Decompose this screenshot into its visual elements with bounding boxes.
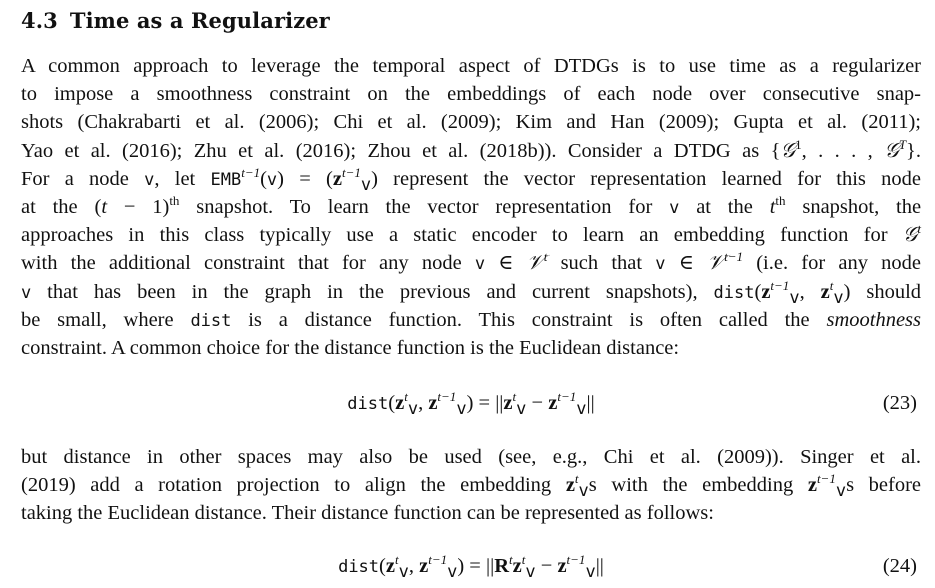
section-heading — [21, 8, 330, 33]
p1-line-8: with the additional constraint that for any node v ∈ 𝒱$^t$ such that v ∈ 𝒱$^{t-1}$ (i.e. for any node — [21, 249, 921, 275]
math-emb: $EMB^{t-1}(v) = (z^{t-1}_v)$ — [210, 164, 378, 195]
p2-line-3: taking the Euclidean distance. Their distance function can be represented as follows: — [21, 502, 714, 525]
equation-24-number: (24) — [882, 555, 917, 577]
paragraph-2 — [21, 443, 921, 528]
p2-line-1: but distance in other spaces may also be used (see, e.g., Chi et al. (2009)). Singer et al. — [21, 446, 921, 468]
p1-line-6: at the $(t - 1)^{th}$ snapshot. To learn the vector representation for v at the $t^{th}$ snapshot, the — [21, 193, 922, 218]
p1-line-9: v that has been in the graph in the previous and current snapshots), $dist(z^{t-1}_v$, $z^t_v$) should — [21, 277, 922, 308]
equation-23 — [21, 390, 921, 420]
equation-24 — [21, 553, 921, 583]
p1-line-11: constraint. A common choice for the distance function is the Euclidean distance: — [21, 336, 680, 359]
p1-line-1: A common approach to leverage the temporal aspect of DTDGs is to use time as a regularizer — [21, 55, 921, 77]
equation-23-number: (23) — [882, 392, 917, 414]
equation-24-body: $dist(z^t_v$, $z^{t-1}_v) = ||R^tz^t_v - z^{t-1}_v||$ — [338, 552, 604, 583]
p1-line-10: be small, where dist is a distance function. This constraint is often called the smoothness — [21, 308, 922, 331]
paragraph-1 — [21, 52, 921, 362]
math-graph-set: {𝒢$^1$, . . . , 𝒢$^T$}. — [770, 136, 922, 162]
equation-23-body: $dist(z^t_v$, $z^{t-1}_v) = ||z^t_v - z^{t-1}_v||$ — [347, 389, 595, 420]
section-number: 4.3 — [21, 8, 58, 33]
p1-line-7: approaches in this class typically use a static encoder to learn an embedding function for 𝒢$^t$ — [21, 221, 921, 247]
section-title: Time as a Regularizer — [69, 8, 330, 33]
p1-line-4: Yao et al. (2016); Zhu et al. (2016); Zhou et al. (2018b)). Consider a DTDG as {𝒢$^1$, . . . , 𝒢$^T$}. — [21, 136, 922, 162]
p1-line-3: shots (Chakrabarti et al. (2006); Chi et al. (2009); Kim and Han (2009); Gupta et al. (2011); — [21, 111, 921, 134]
p1-line-5: For a node v, let $EMB^{t-1}(v) = (z^{t-1}_v)$ represent the vector representation learned for this node — [21, 164, 921, 195]
p2-line-2: (2019) add a rotation projection to align the embedding $z^t_vs$ with the embedding $z^{t-1}_vs$ before — [21, 471, 922, 502]
p1-line-2: to impose a smoothness constraint on the embeddings of each node over consecutive snap- — [21, 83, 921, 106]
